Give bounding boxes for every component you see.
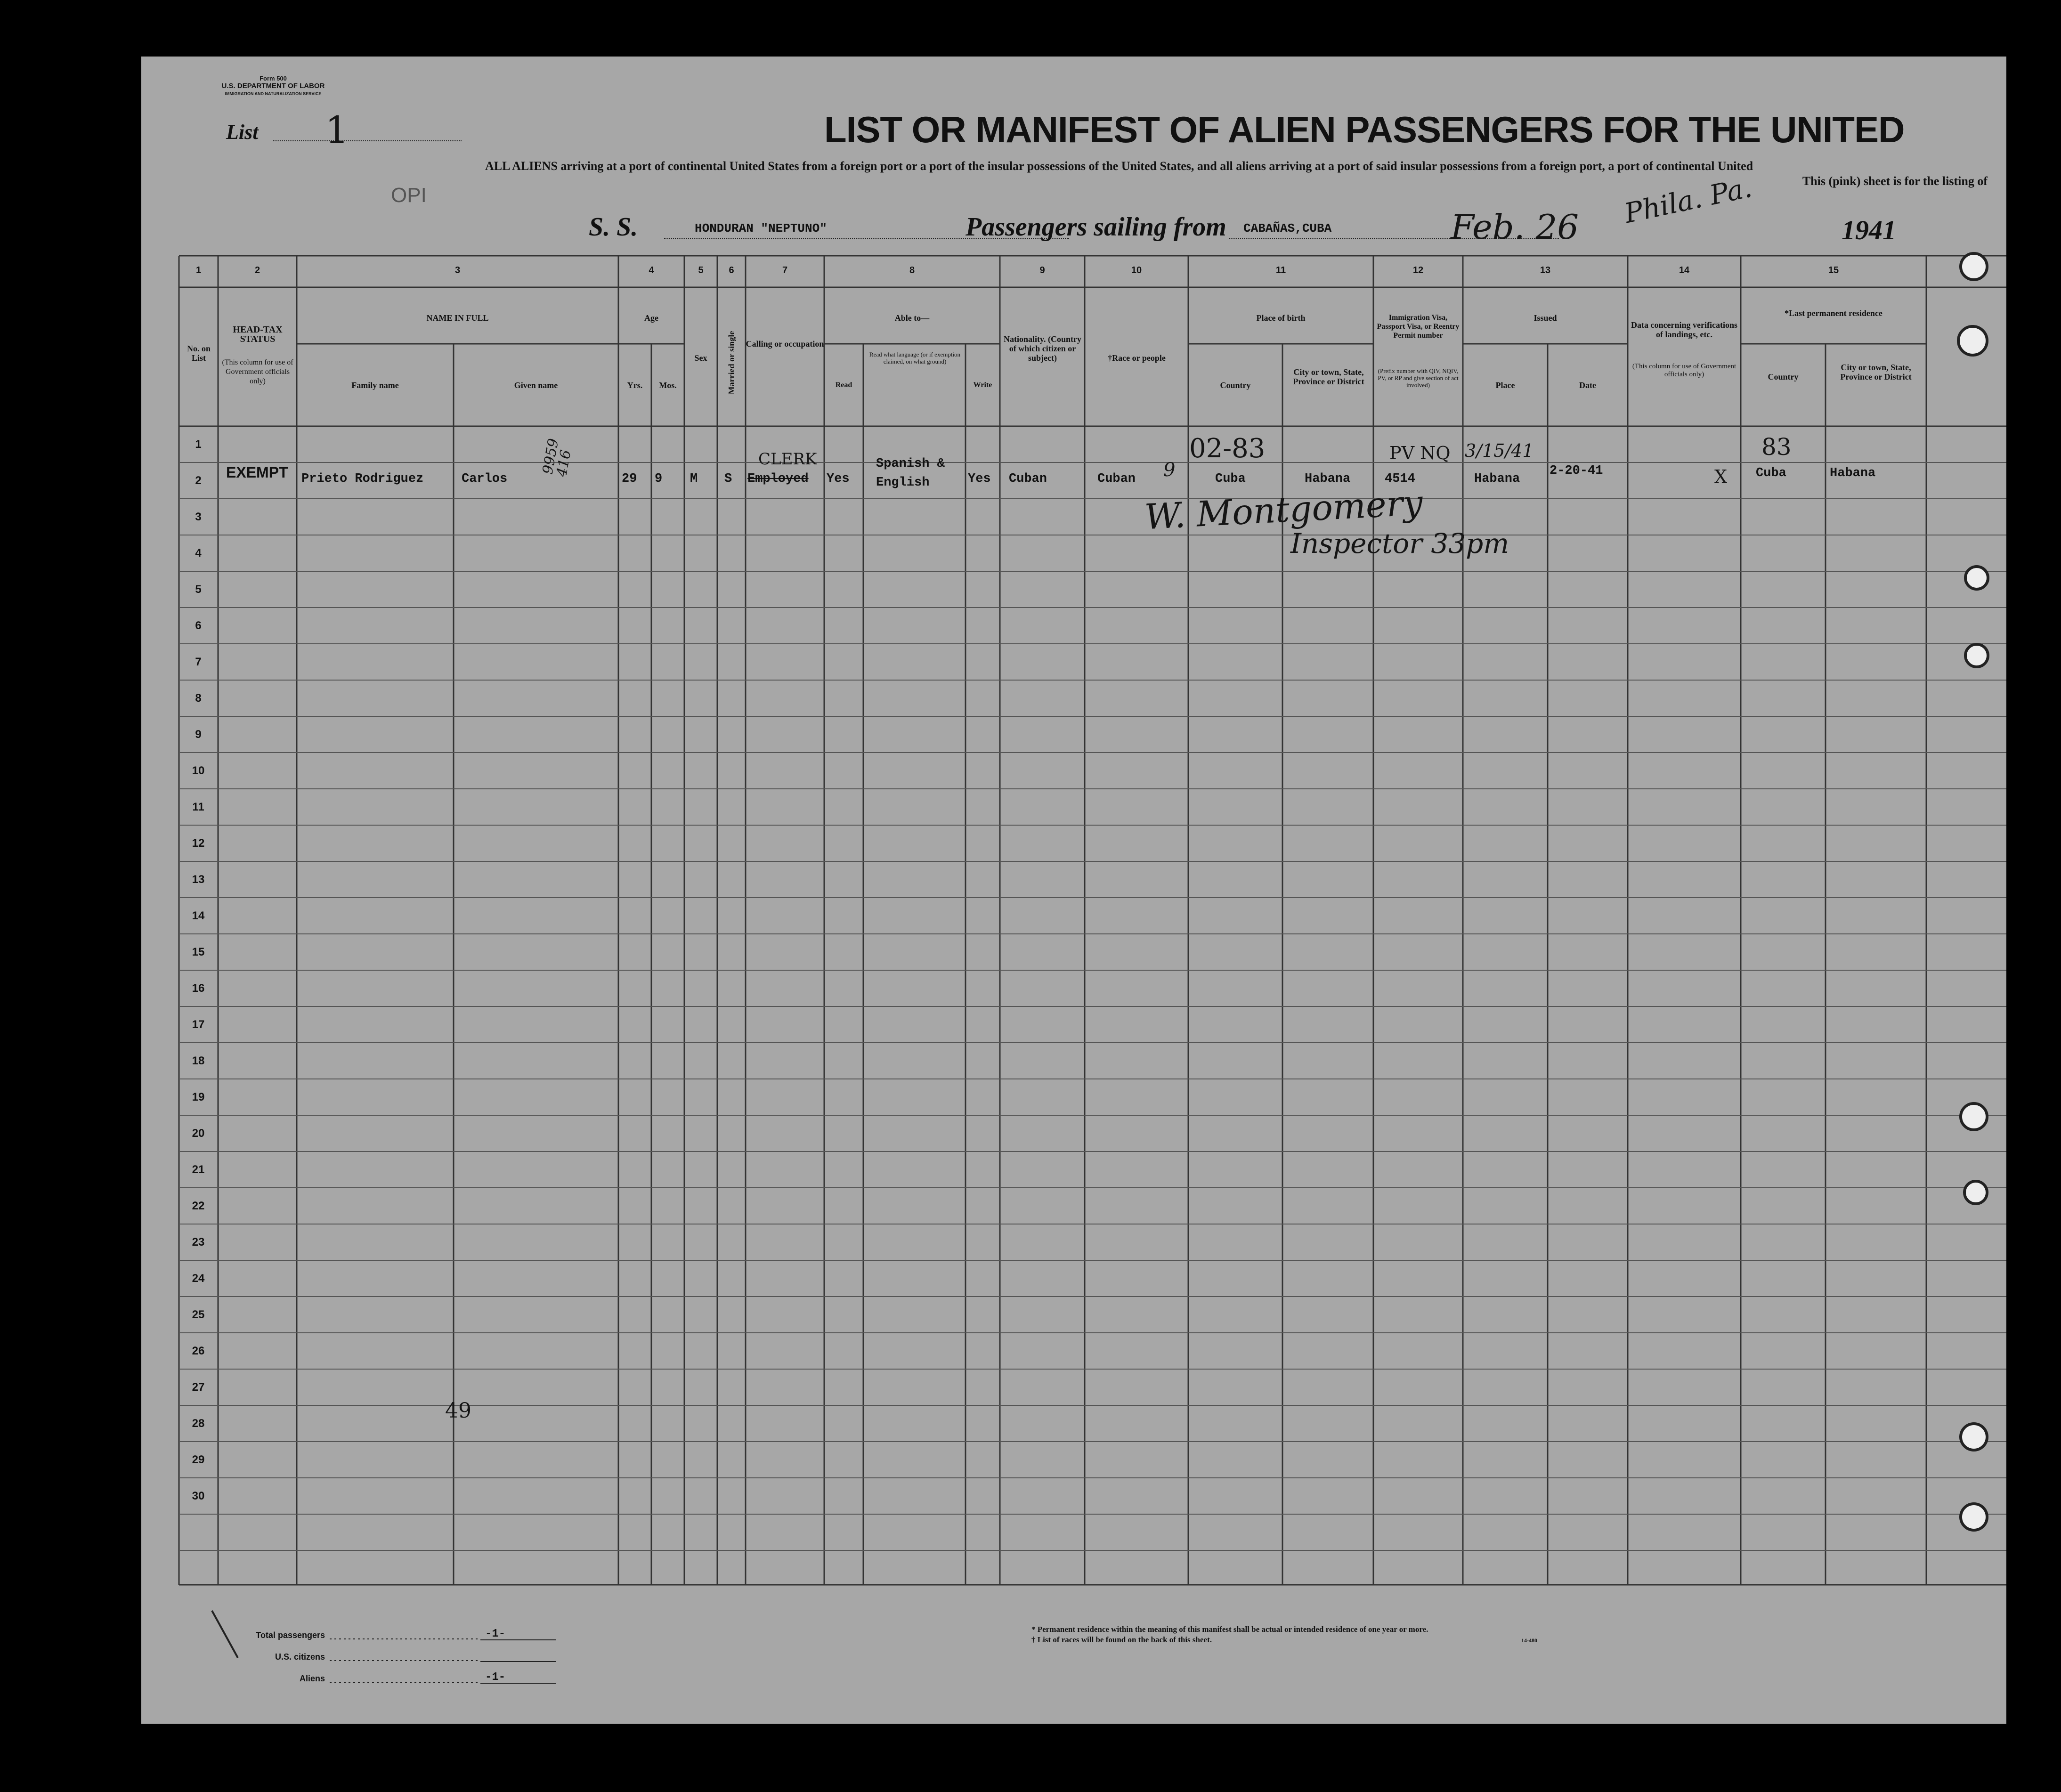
ship-name: HONDURAN "NEPTUNO" bbox=[695, 221, 827, 235]
department: U.S. DEPARTMENT OF LABOR bbox=[221, 82, 325, 90]
total-passengers-value: -1- bbox=[485, 1628, 506, 1640]
hdr-married: Married or single bbox=[727, 331, 736, 395]
birth-city: Habana bbox=[1305, 472, 1351, 486]
verification-mark: X bbox=[1714, 466, 1728, 487]
row-number: 16 bbox=[192, 982, 205, 995]
binder-hole bbox=[1957, 325, 1988, 357]
binder-hole bbox=[1959, 252, 1988, 281]
row-number: 7 bbox=[195, 656, 202, 668]
footer-lines bbox=[141, 57, 2006, 1724]
stamp-text: OPI bbox=[391, 184, 427, 207]
row-number: 25 bbox=[192, 1308, 205, 1321]
form-number: Form 500 bbox=[260, 75, 287, 82]
row-number: 10 bbox=[192, 764, 205, 777]
row-number: 3 bbox=[195, 511, 202, 523]
name-handwritten-note: 9959 416 bbox=[539, 437, 575, 478]
binder-hole bbox=[1959, 1102, 1988, 1131]
residence-country: Cuba bbox=[1756, 466, 1786, 480]
form-code: 14-480 bbox=[1521, 1637, 1537, 1644]
binder-hole bbox=[1959, 1422, 1988, 1451]
row-number: 26 bbox=[192, 1345, 205, 1357]
inspector-signature: W. Montgomery bbox=[1144, 482, 1424, 538]
us-citizens-label: U.S. citizens bbox=[275, 1652, 325, 1662]
age-months: 9 bbox=[655, 472, 663, 486]
row-number: 14 bbox=[192, 909, 205, 922]
hdr-read-what: Read what language (or if exemption claimed, on what ground) bbox=[869, 351, 961, 365]
issued-place: Habana bbox=[1474, 472, 1520, 486]
hdr-visa-note: (Prefix number with QIV, NQIV, PV, or RP and give section of act involved) bbox=[1378, 367, 1459, 389]
row-number: 30 bbox=[192, 1490, 205, 1502]
col-num-13: 13 bbox=[1540, 265, 1551, 276]
binder-hole bbox=[1963, 1180, 1988, 1205]
hdr-issued-place: Place bbox=[1495, 381, 1515, 390]
col-num-10: 10 bbox=[1131, 265, 1142, 276]
hdr-age: Age bbox=[644, 313, 658, 323]
visa-handwritten-2: 3/15/41 bbox=[1465, 440, 1534, 461]
hdr-issued: Issued bbox=[1534, 313, 1557, 323]
hdr-birth-country: Country bbox=[1220, 381, 1251, 390]
year: 1941 bbox=[1842, 215, 1896, 245]
port-name: CABAÑAS,CUBA bbox=[1243, 221, 1332, 235]
age-years: 29 bbox=[622, 472, 637, 486]
row-number: 5 bbox=[195, 583, 202, 596]
col-num-12: 12 bbox=[1412, 265, 1424, 276]
hdr-age-mos: Mos. bbox=[659, 381, 677, 390]
hdr-sex: Sex bbox=[694, 353, 707, 363]
row-number: 17 bbox=[192, 1018, 205, 1031]
hdr-nationality: Nationality. (Country of which citizen or subject) bbox=[1003, 334, 1081, 363]
list-label: List bbox=[226, 121, 259, 144]
hdr-family-name: Family name bbox=[351, 381, 399, 390]
ss-label: S. S. bbox=[589, 212, 638, 242]
row-27-mark: 49 bbox=[445, 1399, 471, 1423]
row-number: 1 bbox=[195, 438, 202, 451]
hdr-verification: Data concerning verifications of landings, etc. bbox=[1631, 320, 1737, 339]
hdr-age-yrs: Yrs. bbox=[627, 381, 643, 390]
col-num-11: 11 bbox=[1275, 265, 1286, 276]
row-number: 18 bbox=[192, 1054, 205, 1067]
col-num-2: 2 bbox=[254, 265, 260, 276]
subtitle-2: This (pink) sheet is for the listing of bbox=[1802, 174, 1988, 188]
service: IMMIGRATION AND NATURALIZATION SERVICE bbox=[225, 91, 322, 96]
col-num-9: 9 bbox=[1039, 265, 1045, 276]
footnote-races: † List of races will be found on the back of this sheet. bbox=[1031, 1635, 1212, 1644]
issued-date: 2-20-41 bbox=[1550, 464, 1603, 478]
footnote-residence: * Permanent residence within the meaning of this manifest shall be actual or intended residence of one year or more. bbox=[1031, 1625, 1428, 1634]
row-number: 21 bbox=[192, 1163, 205, 1176]
head-tax-status: EXEMPT bbox=[226, 464, 288, 481]
hdr-issued-date: Date bbox=[1579, 381, 1596, 390]
row-number: 22 bbox=[192, 1200, 205, 1212]
can-read: Yes bbox=[827, 472, 850, 486]
hdr-race: †Race or people bbox=[1108, 353, 1166, 363]
aliens-value: -1- bbox=[485, 1671, 506, 1684]
row-number: 8 bbox=[195, 692, 202, 705]
col-num-7: 7 bbox=[782, 265, 788, 276]
hdr-given-name: Given name bbox=[514, 381, 558, 390]
row-number: 15 bbox=[192, 946, 205, 958]
list-value: 1 bbox=[325, 108, 349, 152]
hdr-verification-note: (This column for use of Government officials only) bbox=[1632, 363, 1736, 378]
race-handwritten: 9 bbox=[1163, 459, 1176, 481]
inspector-title: Inspector 33pm bbox=[1290, 527, 1509, 559]
languages: Spanish & English bbox=[876, 457, 945, 490]
row-number: 6 bbox=[195, 619, 202, 632]
sailing-label: Passengers sailing from bbox=[966, 212, 1226, 242]
manifest-sheet bbox=[141, 57, 2006, 1724]
hdr-birth-city: City or town, State, Province or District bbox=[1293, 367, 1364, 386]
col-num-6: 6 bbox=[729, 265, 734, 276]
hdr-res-city: City or town, State, Province or District bbox=[1840, 363, 1912, 381]
nationality: Cuban bbox=[1009, 472, 1047, 486]
birth-handwritten-code: 02-83 bbox=[1189, 433, 1266, 464]
residence-city: Habana bbox=[1830, 466, 1876, 480]
page-title: LIST OR MANIFEST OF ALIEN PASSENGERS FOR THE UNITED bbox=[824, 109, 1905, 150]
hdr-write: Write bbox=[973, 381, 992, 389]
row-number: 13 bbox=[192, 873, 205, 886]
row-number: 23 bbox=[192, 1236, 205, 1249]
row-number: 2 bbox=[195, 474, 202, 487]
binder-hole bbox=[1964, 643, 1989, 668]
hdr-calling: Calling or occupation bbox=[746, 339, 824, 349]
total-passengers-label: Total passengers bbox=[256, 1630, 325, 1640]
row-number: 29 bbox=[192, 1453, 205, 1466]
row-number: 27 bbox=[192, 1381, 205, 1394]
can-write: Yes bbox=[968, 472, 991, 486]
col-num-8: 8 bbox=[909, 265, 915, 276]
hdr-visa: Immigration Visa, Passport Visa, or Reentry Permit number bbox=[1377, 314, 1460, 340]
row-number: 4 bbox=[195, 547, 202, 559]
col-num-15: 15 bbox=[1828, 265, 1839, 276]
row-number: 11 bbox=[192, 801, 204, 813]
col-num-14: 14 bbox=[1679, 265, 1690, 276]
family-name: Prieto Rodriguez bbox=[301, 472, 424, 486]
arrival-handwritten: Phila. Pa. bbox=[1621, 171, 1755, 230]
row-number: 12 bbox=[192, 837, 205, 850]
binder-hole bbox=[1964, 565, 1989, 591]
row-number: 9 bbox=[195, 728, 202, 741]
hdr-name-in-full: NAME IN FULL bbox=[426, 313, 489, 323]
birth-country: Cuba bbox=[1215, 472, 1246, 486]
visa-handwritten: PV NQ bbox=[1389, 443, 1451, 463]
row-number: 19 bbox=[192, 1091, 205, 1103]
col-num-3: 3 bbox=[454, 265, 461, 276]
aliens-label: Aliens bbox=[299, 1674, 325, 1683]
hdr-place-of-birth: Place of birth bbox=[1256, 313, 1306, 323]
row-number: 28 bbox=[192, 1417, 205, 1430]
col-num-4: 4 bbox=[649, 265, 654, 276]
occupation-handwritten: CLERK bbox=[758, 450, 817, 469]
hdr-res-country: Country bbox=[1768, 372, 1799, 381]
col-num-5: 5 bbox=[698, 265, 704, 276]
occupation-struck: Employed bbox=[747, 472, 809, 486]
date-handwritten: Feb. 26 bbox=[1451, 207, 1579, 247]
hdr-head-tax-note: (This column for use of Government officials only) bbox=[222, 358, 293, 385]
sex: M bbox=[690, 472, 698, 486]
residence-handwritten-code: 83 bbox=[1761, 433, 1792, 461]
row-number: 24 bbox=[192, 1272, 205, 1285]
row-number: 20 bbox=[192, 1127, 205, 1140]
hdr-able-to: Able to— bbox=[894, 313, 930, 323]
hdr-read: Read bbox=[835, 381, 852, 389]
hdr-no-on-list: No. on List bbox=[187, 344, 211, 363]
hdr-head-tax: HEAD-TAX STATUS bbox=[233, 324, 283, 344]
binder-hole bbox=[1959, 1502, 1988, 1532]
hdr-last-residence: *Last permanent residence bbox=[1785, 308, 1882, 318]
race: Cuban bbox=[1097, 472, 1136, 486]
given-name: Carlos bbox=[462, 472, 508, 486]
col-num-1: 1 bbox=[195, 265, 202, 276]
visa-number: 4514 bbox=[1385, 472, 1415, 486]
subtitle: ALL ALIENS arriving at a port of continental United States from a foreign port or a port of the insular possessions of the United States, and all aliens arriving at a port of said insular possessions from a foreign port, a port of continental United bbox=[485, 159, 1753, 173]
marital-status: S bbox=[724, 472, 732, 486]
